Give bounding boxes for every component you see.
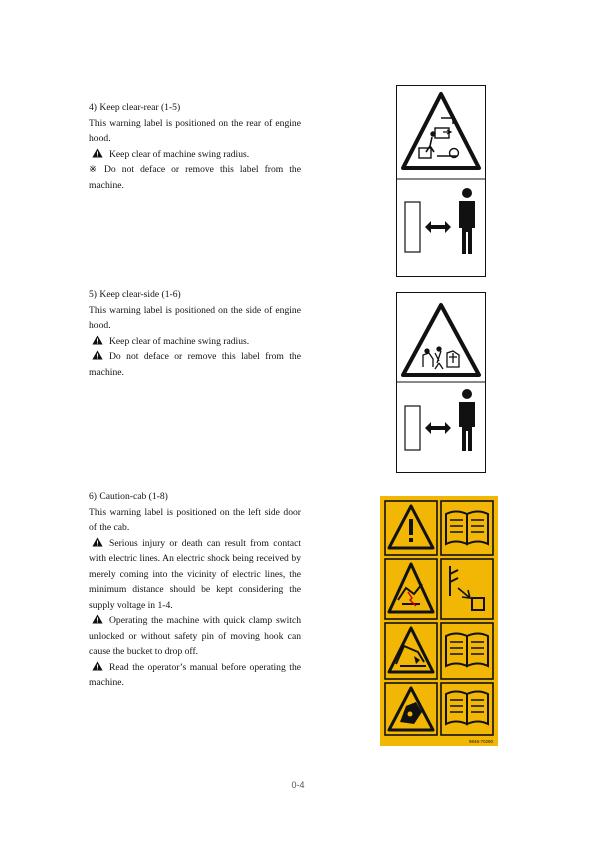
- warning-triangle-icon: [92, 350, 103, 360]
- label-part-code: 9846-70290: [468, 739, 493, 744]
- warning-item: Keep clear of machine swing radius.: [89, 334, 301, 350]
- keep-distance-icon: [405, 188, 475, 254]
- warning-item: Do not deface or remove this label from the machine.: [89, 351, 301, 378]
- section-caution-cab: [89, 489, 301, 691]
- warning-item: Serious injury or death can result from contact with electric lines. An electric shock being received by merely coming into the vicinity of electric lines, the minimum distance should be kept considering the supply voltage in 1-4.: [89, 537, 301, 611]
- caution-cab-graphic: [380, 496, 498, 746]
- warning-item: Operating the machine with quick clamp switch unlocked or without safety pin of moving hook can cause the bucket to drop off.: [89, 615, 301, 657]
- section-heading: 6) Caution-cab (1-8): [89, 491, 168, 502]
- page-number: 0-4: [291, 780, 305, 790]
- keep-clear-side-graphic: [397, 293, 485, 472]
- warning-item: Keep clear of machine swing radius.: [89, 147, 301, 163]
- note-item: ※ Do not deface or remove this label from the machine.: [89, 164, 301, 191]
- keep-clear-rear-graphic: [397, 86, 485, 276]
- warning-item: Read the operator’s manual before operating the machine.: [89, 661, 301, 688]
- section-body: This warning label is positioned on the side of engine hood.: [89, 304, 301, 331]
- caution-cab-label: [380, 496, 498, 746]
- warning-triangle-icon: [92, 148, 103, 158]
- section-heading: 5) Keep clear-side (1-6): [89, 289, 181, 300]
- section-keep-clear-rear: [89, 100, 301, 193]
- section-keep-clear-side: [89, 287, 301, 380]
- section-body: This warning label is positioned on the rear of engine hood.: [89, 117, 301, 144]
- warning-triangle-icon: [92, 335, 103, 345]
- reference-mark: ※: [89, 164, 98, 175]
- keep-clear-side-label: [396, 292, 486, 473]
- keep-clear-rear-label: [396, 85, 486, 277]
- keep-distance-icon: [405, 389, 475, 451]
- warning-triangle-icon: [92, 661, 103, 671]
- warning-triangle-icon: [92, 537, 103, 547]
- warning-triangle-icon: [92, 614, 103, 624]
- section-heading: 4) Keep clear-rear (1-5): [89, 102, 181, 113]
- section-body: This warning label is positioned on the left side door of the cab.: [89, 506, 301, 533]
